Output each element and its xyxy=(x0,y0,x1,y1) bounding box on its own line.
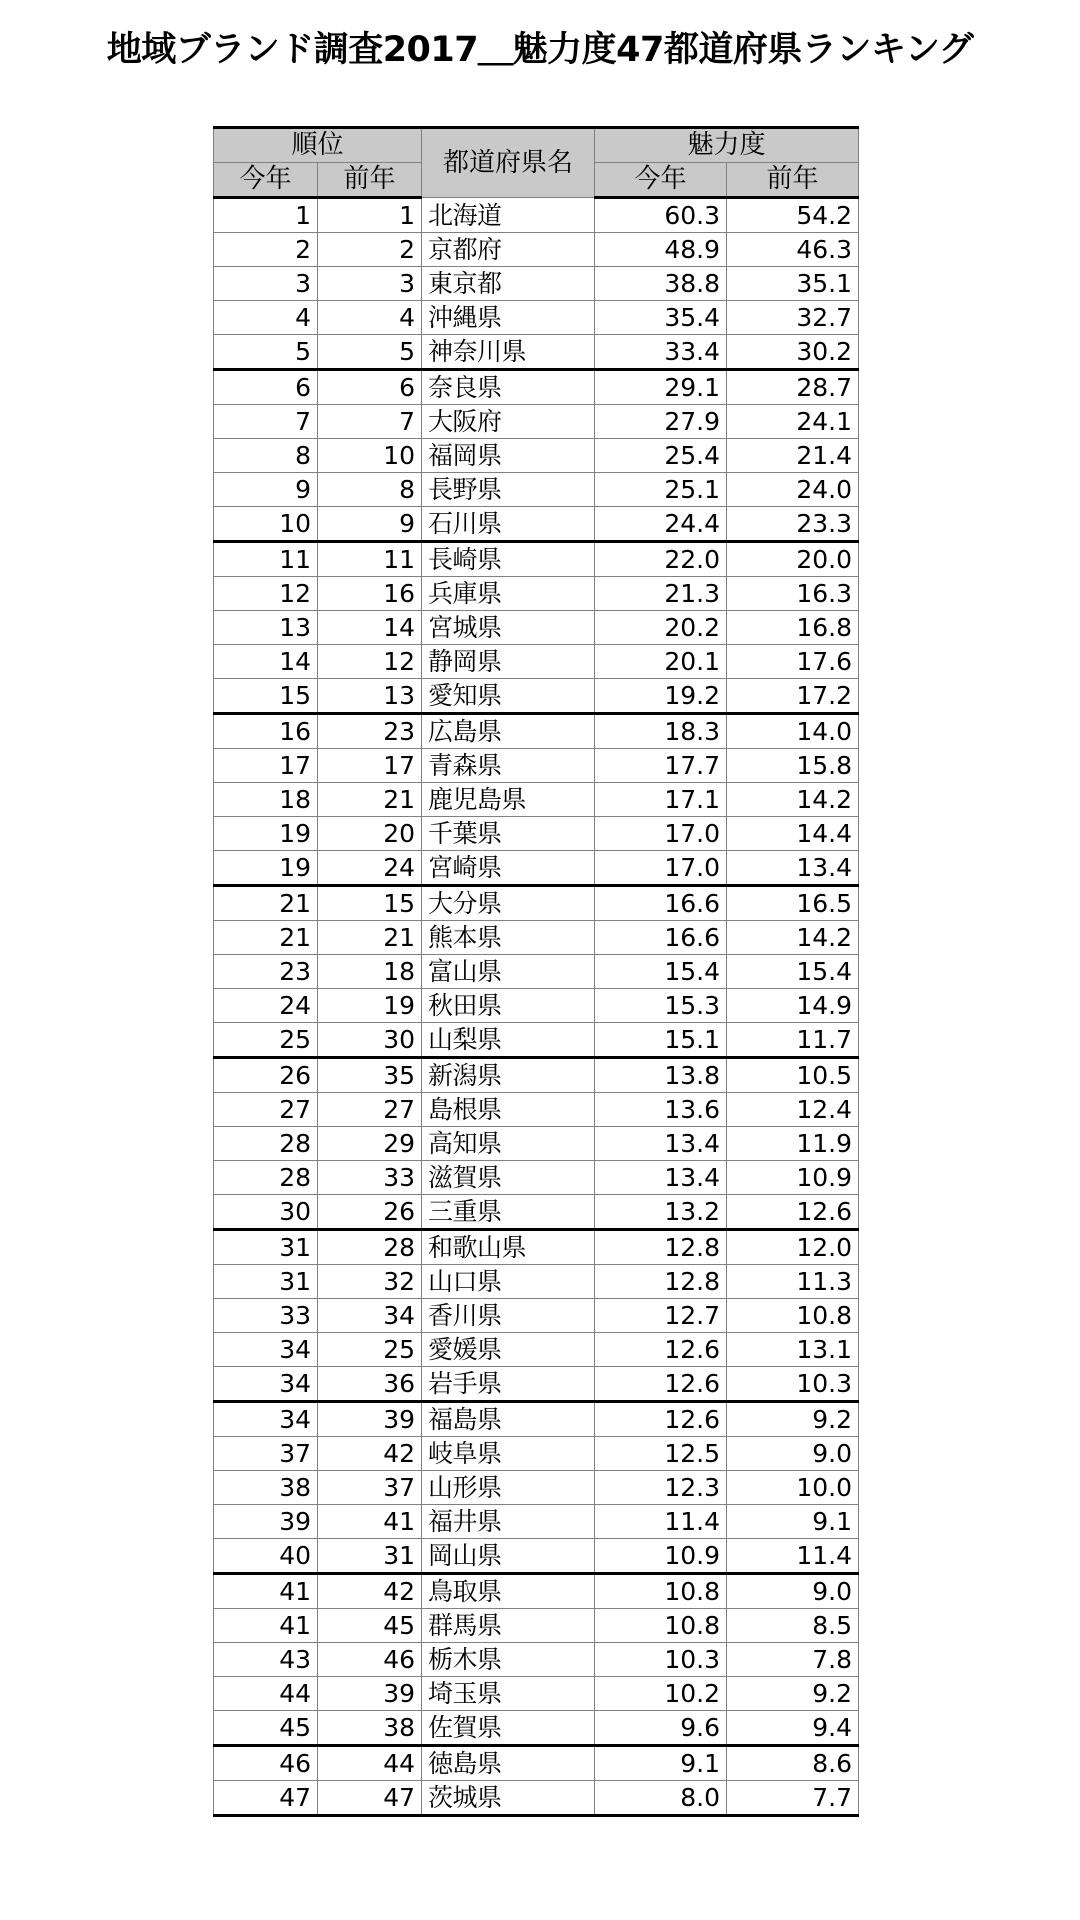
prefecture-ranking-table xyxy=(213,126,859,1817)
cell-score-prev: 9.4 xyxy=(727,1711,859,1746)
cell-prefecture: 埼玉県 xyxy=(422,1677,595,1711)
cell-score-now: 22.0 xyxy=(595,542,727,577)
cell-score-now: 12.8 xyxy=(595,1230,727,1265)
table-row xyxy=(214,198,859,233)
table-header xyxy=(214,128,859,198)
cell-score-prev: 12.6 xyxy=(727,1195,859,1230)
cell-rank-prev: 31 xyxy=(318,1539,422,1574)
cell-score-prev: 9.2 xyxy=(727,1677,859,1711)
cell-prefecture: 茨城県 xyxy=(422,1781,595,1816)
cell-prefecture: 兵庫県 xyxy=(422,577,595,611)
table-row xyxy=(214,1127,859,1161)
cell-rank-now: 8 xyxy=(214,439,318,473)
table-row xyxy=(214,1161,859,1195)
table-row xyxy=(214,1299,859,1333)
header-rank-prev: 前年 xyxy=(318,163,422,198)
table-row xyxy=(214,335,859,370)
cell-rank-prev: 7 xyxy=(318,405,422,439)
cell-score-now: 10.3 xyxy=(595,1643,727,1677)
cell-rank-now: 3 xyxy=(214,267,318,301)
cell-rank-prev: 35 xyxy=(318,1058,422,1093)
cell-score-now: 20.2 xyxy=(595,611,727,645)
cell-rank-prev: 38 xyxy=(318,1711,422,1746)
header-prefecture: 都道府県名 xyxy=(422,128,595,198)
cell-prefecture: 大分県 xyxy=(422,886,595,921)
cell-score-now: 25.1 xyxy=(595,473,727,507)
table-row xyxy=(214,1609,859,1643)
cell-score-now: 21.3 xyxy=(595,577,727,611)
cell-prefecture: 宮崎県 xyxy=(422,851,595,886)
cell-rank-now: 10 xyxy=(214,507,318,542)
cell-rank-prev: 3 xyxy=(318,267,422,301)
cell-prefecture: 青森県 xyxy=(422,749,595,783)
cell-rank-prev: 15 xyxy=(318,886,422,921)
cell-prefecture: 宮城県 xyxy=(422,611,595,645)
cell-rank-prev: 39 xyxy=(318,1677,422,1711)
header-score-prev: 前年 xyxy=(727,163,859,198)
cell-score-prev: 14.2 xyxy=(727,783,859,817)
cell-prefecture: 長崎県 xyxy=(422,542,595,577)
cell-score-prev: 8.5 xyxy=(727,1609,859,1643)
table-row xyxy=(214,749,859,783)
ranking-table-container xyxy=(213,126,858,1817)
cell-prefecture: 佐賀県 xyxy=(422,1711,595,1746)
cell-score-prev: 30.2 xyxy=(727,335,859,370)
cell-score-prev: 11.9 xyxy=(727,1127,859,1161)
cell-score-prev: 21.4 xyxy=(727,439,859,473)
cell-score-now: 17.0 xyxy=(595,851,727,886)
cell-score-now: 10.8 xyxy=(595,1609,727,1643)
cell-prefecture: 香川県 xyxy=(422,1299,595,1333)
table-row xyxy=(214,439,859,473)
header-rank-group: 順位 xyxy=(214,128,422,163)
cell-rank-prev: 29 xyxy=(318,1127,422,1161)
table-row xyxy=(214,1333,859,1367)
cell-prefecture: 岐阜県 xyxy=(422,1437,595,1471)
table-row xyxy=(214,955,859,989)
cell-prefecture: 北海道 xyxy=(422,198,595,233)
table-row xyxy=(214,1643,859,1677)
table-row xyxy=(214,542,859,577)
cell-score-prev: 7.7 xyxy=(727,1781,859,1816)
cell-prefecture: 広島県 xyxy=(422,714,595,749)
cell-rank-now: 34 xyxy=(214,1367,318,1402)
table-row xyxy=(214,611,859,645)
cell-rank-now: 9 xyxy=(214,473,318,507)
cell-rank-prev: 24 xyxy=(318,851,422,886)
cell-score-prev: 13.4 xyxy=(727,851,859,886)
cell-rank-now: 4 xyxy=(214,301,318,335)
cell-rank-prev: 16 xyxy=(318,577,422,611)
page-title: 地域ブランド調査2017＿魅力度47都道府県ランキング xyxy=(106,30,974,70)
table-row xyxy=(214,1574,859,1609)
header-score-group: 魅力度 xyxy=(595,128,859,163)
cell-rank-now: 34 xyxy=(214,1333,318,1367)
cell-rank-now: 28 xyxy=(214,1161,318,1195)
cell-score-now: 17.0 xyxy=(595,817,727,851)
cell-prefecture: 福島県 xyxy=(422,1402,595,1437)
cell-rank-prev: 8 xyxy=(318,473,422,507)
cell-prefecture: 長野県 xyxy=(422,473,595,507)
cell-score-now: 38.8 xyxy=(595,267,727,301)
cell-prefecture: 東京都 xyxy=(422,267,595,301)
cell-rank-now: 27 xyxy=(214,1093,318,1127)
cell-score-now: 12.6 xyxy=(595,1333,727,1367)
table-row xyxy=(214,507,859,542)
cell-score-now: 16.6 xyxy=(595,921,727,955)
cell-prefecture: 三重県 xyxy=(422,1195,595,1230)
cell-score-prev: 24.1 xyxy=(727,405,859,439)
cell-score-now: 12.6 xyxy=(595,1402,727,1437)
cell-rank-now: 2 xyxy=(214,233,318,267)
table-row xyxy=(214,989,859,1023)
cell-prefecture: 神奈川県 xyxy=(422,335,595,370)
cell-score-now: 33.4 xyxy=(595,335,727,370)
cell-prefecture: 岩手県 xyxy=(422,1367,595,1402)
cell-score-now: 8.0 xyxy=(595,1781,727,1816)
cell-score-now: 18.3 xyxy=(595,714,727,749)
cell-score-prev: 15.8 xyxy=(727,749,859,783)
table-row xyxy=(214,645,859,679)
cell-score-now: 9.6 xyxy=(595,1711,727,1746)
cell-rank-prev: 47 xyxy=(318,1781,422,1816)
cell-rank-prev: 27 xyxy=(318,1093,422,1127)
cell-score-prev: 9.2 xyxy=(727,1402,859,1437)
cell-score-prev: 8.6 xyxy=(727,1746,859,1781)
cell-rank-prev: 21 xyxy=(318,783,422,817)
cell-prefecture: 和歌山県 xyxy=(422,1230,595,1265)
cell-score-prev: 20.0 xyxy=(727,542,859,577)
cell-score-now: 9.1 xyxy=(595,1746,727,1781)
cell-score-prev: 9.1 xyxy=(727,1505,859,1539)
cell-rank-prev: 10 xyxy=(318,439,422,473)
cell-rank-now: 16 xyxy=(214,714,318,749)
table-row xyxy=(214,817,859,851)
cell-score-prev: 24.0 xyxy=(727,473,859,507)
cell-prefecture: 秋田県 xyxy=(422,989,595,1023)
table-row xyxy=(214,1230,859,1265)
cell-rank-prev: 42 xyxy=(318,1574,422,1609)
cell-score-now: 17.7 xyxy=(595,749,727,783)
cell-score-now: 17.1 xyxy=(595,783,727,817)
table-row xyxy=(214,679,859,714)
cell-score-now: 27.9 xyxy=(595,405,727,439)
cell-rank-now: 13 xyxy=(214,611,318,645)
cell-rank-now: 23 xyxy=(214,955,318,989)
cell-rank-prev: 36 xyxy=(318,1367,422,1402)
cell-prefecture: 静岡県 xyxy=(422,645,595,679)
table-row xyxy=(214,1367,859,1402)
cell-score-prev: 17.2 xyxy=(727,679,859,714)
table-body xyxy=(214,198,859,1816)
cell-rank-now: 19 xyxy=(214,817,318,851)
cell-rank-now: 18 xyxy=(214,783,318,817)
table-row xyxy=(214,1746,859,1781)
cell-score-prev: 10.8 xyxy=(727,1299,859,1333)
cell-score-prev: 12.0 xyxy=(727,1230,859,1265)
cell-rank-now: 21 xyxy=(214,921,318,955)
cell-score-now: 11.4 xyxy=(595,1505,727,1539)
cell-rank-prev: 18 xyxy=(318,955,422,989)
cell-score-prev: 9.0 xyxy=(727,1574,859,1609)
cell-score-prev: 32.7 xyxy=(727,301,859,335)
cell-score-now: 25.4 xyxy=(595,439,727,473)
cell-score-now: 16.6 xyxy=(595,886,727,921)
cell-score-now: 19.2 xyxy=(595,679,727,714)
cell-score-now: 60.3 xyxy=(595,198,727,233)
cell-prefecture: 滋賀県 xyxy=(422,1161,595,1195)
table-row xyxy=(214,921,859,955)
cell-rank-now: 47 xyxy=(214,1781,318,1816)
header-rank-now: 今年 xyxy=(214,163,318,198)
cell-score-prev: 11.4 xyxy=(727,1539,859,1574)
cell-score-now: 10.9 xyxy=(595,1539,727,1574)
cell-score-now: 13.8 xyxy=(595,1058,727,1093)
cell-rank-now: 24 xyxy=(214,989,318,1023)
cell-score-prev: 23.3 xyxy=(727,507,859,542)
table-row xyxy=(214,851,859,886)
cell-prefecture: 山形県 xyxy=(422,1471,595,1505)
cell-rank-now: 5 xyxy=(214,335,318,370)
cell-score-now: 10.2 xyxy=(595,1677,727,1711)
cell-score-now: 13.2 xyxy=(595,1195,727,1230)
cell-score-prev: 14.0 xyxy=(727,714,859,749)
cell-prefecture: 群馬県 xyxy=(422,1609,595,1643)
cell-score-now: 15.3 xyxy=(595,989,727,1023)
table-row xyxy=(214,577,859,611)
cell-rank-now: 25 xyxy=(214,1023,318,1058)
cell-prefecture: 山梨県 xyxy=(422,1023,595,1058)
cell-rank-now: 33 xyxy=(214,1299,318,1333)
cell-rank-prev: 34 xyxy=(318,1299,422,1333)
cell-rank-now: 19 xyxy=(214,851,318,886)
cell-prefecture: 大阪府 xyxy=(422,405,595,439)
cell-rank-prev: 41 xyxy=(318,1505,422,1539)
cell-prefecture: 栃木県 xyxy=(422,1643,595,1677)
cell-score-prev: 9.0 xyxy=(727,1437,859,1471)
cell-rank-now: 30 xyxy=(214,1195,318,1230)
table-row xyxy=(214,405,859,439)
cell-prefecture: 岡山県 xyxy=(422,1539,595,1574)
table-row xyxy=(214,1505,859,1539)
cell-score-prev: 54.2 xyxy=(727,198,859,233)
cell-score-now: 20.1 xyxy=(595,645,727,679)
cell-prefecture: 石川県 xyxy=(422,507,595,542)
cell-prefecture: 奈良県 xyxy=(422,370,595,405)
table-row xyxy=(214,1058,859,1093)
cell-score-now: 12.5 xyxy=(595,1437,727,1471)
cell-rank-prev: 20 xyxy=(318,817,422,851)
cell-prefecture: 福岡県 xyxy=(422,439,595,473)
cell-rank-now: 44 xyxy=(214,1677,318,1711)
cell-rank-prev: 46 xyxy=(318,1643,422,1677)
cell-rank-now: 41 xyxy=(214,1574,318,1609)
cell-rank-now: 40 xyxy=(214,1539,318,1574)
cell-prefecture: 京都府 xyxy=(422,233,595,267)
cell-score-prev: 10.5 xyxy=(727,1058,859,1093)
cell-rank-prev: 5 xyxy=(318,335,422,370)
cell-score-now: 15.1 xyxy=(595,1023,727,1058)
cell-prefecture: 山口県 xyxy=(422,1265,595,1299)
cell-rank-now: 17 xyxy=(214,749,318,783)
cell-rank-prev: 44 xyxy=(318,1746,422,1781)
cell-score-prev: 14.4 xyxy=(727,817,859,851)
cell-prefecture: 愛媛県 xyxy=(422,1333,595,1367)
cell-rank-now: 45 xyxy=(214,1711,318,1746)
cell-rank-prev: 9 xyxy=(318,507,422,542)
cell-prefecture: 高知県 xyxy=(422,1127,595,1161)
cell-rank-now: 28 xyxy=(214,1127,318,1161)
cell-score-now: 13.4 xyxy=(595,1161,727,1195)
table-row xyxy=(214,1402,859,1437)
cell-score-now: 35.4 xyxy=(595,301,727,335)
cell-rank-prev: 28 xyxy=(318,1230,422,1265)
cell-rank-now: 11 xyxy=(214,542,318,577)
cell-score-now: 29.1 xyxy=(595,370,727,405)
cell-score-now: 13.4 xyxy=(595,1127,727,1161)
table-row xyxy=(214,267,859,301)
cell-score-prev: 14.2 xyxy=(727,921,859,955)
cell-rank-now: 15 xyxy=(214,679,318,714)
cell-rank-prev: 1 xyxy=(318,198,422,233)
cell-rank-prev: 19 xyxy=(318,989,422,1023)
cell-rank-now: 21 xyxy=(214,886,318,921)
cell-score-prev: 11.3 xyxy=(727,1265,859,1299)
cell-rank-prev: 26 xyxy=(318,1195,422,1230)
table-row xyxy=(214,301,859,335)
cell-score-prev: 28.7 xyxy=(727,370,859,405)
cell-rank-now: 7 xyxy=(214,405,318,439)
cell-score-prev: 17.6 xyxy=(727,645,859,679)
cell-rank-now: 6 xyxy=(214,370,318,405)
table-row xyxy=(214,370,859,405)
cell-score-now: 12.7 xyxy=(595,1299,727,1333)
cell-rank-prev: 30 xyxy=(318,1023,422,1058)
cell-rank-now: 41 xyxy=(214,1609,318,1643)
cell-prefecture: 新潟県 xyxy=(422,1058,595,1093)
cell-prefecture: 沖縄県 xyxy=(422,301,595,335)
cell-rank-prev: 33 xyxy=(318,1161,422,1195)
cell-prefecture: 鹿児島県 xyxy=(422,783,595,817)
cell-score-prev: 16.3 xyxy=(727,577,859,611)
cell-prefecture: 島根県 xyxy=(422,1093,595,1127)
cell-score-prev: 13.1 xyxy=(727,1333,859,1367)
table-row xyxy=(214,1781,859,1816)
cell-score-prev: 35.1 xyxy=(727,267,859,301)
cell-rank-prev: 6 xyxy=(318,370,422,405)
cell-score-prev: 14.9 xyxy=(727,989,859,1023)
cell-prefecture: 熊本県 xyxy=(422,921,595,955)
cell-score-prev: 10.9 xyxy=(727,1161,859,1195)
cell-rank-prev: 17 xyxy=(318,749,422,783)
cell-score-prev: 11.7 xyxy=(727,1023,859,1058)
table-row xyxy=(214,1471,859,1505)
cell-rank-now: 12 xyxy=(214,577,318,611)
cell-rank-now: 39 xyxy=(214,1505,318,1539)
table-row xyxy=(214,1093,859,1127)
cell-rank-prev: 12 xyxy=(318,645,422,679)
cell-rank-now: 31 xyxy=(214,1230,318,1265)
table-row xyxy=(214,233,859,267)
cell-score-prev: 16.5 xyxy=(727,886,859,921)
cell-score-prev: 7.8 xyxy=(727,1643,859,1677)
table-row xyxy=(214,783,859,817)
table-row xyxy=(214,473,859,507)
header-row-group xyxy=(214,128,859,163)
cell-score-prev: 16.8 xyxy=(727,611,859,645)
cell-prefecture: 徳島県 xyxy=(422,1746,595,1781)
cell-rank-prev: 23 xyxy=(318,714,422,749)
cell-rank-prev: 42 xyxy=(318,1437,422,1471)
cell-rank-now: 43 xyxy=(214,1643,318,1677)
cell-score-prev: 46.3 xyxy=(727,233,859,267)
cell-rank-prev: 21 xyxy=(318,921,422,955)
cell-rank-prev: 14 xyxy=(318,611,422,645)
cell-rank-prev: 37 xyxy=(318,1471,422,1505)
cell-rank-now: 38 xyxy=(214,1471,318,1505)
cell-score-now: 15.4 xyxy=(595,955,727,989)
cell-score-prev: 12.4 xyxy=(727,1093,859,1127)
cell-rank-now: 37 xyxy=(214,1437,318,1471)
cell-prefecture: 福井県 xyxy=(422,1505,595,1539)
table-row xyxy=(214,1539,859,1574)
cell-rank-prev: 25 xyxy=(318,1333,422,1367)
cell-rank-prev: 13 xyxy=(318,679,422,714)
cell-prefecture: 富山県 xyxy=(422,955,595,989)
cell-prefecture: 鳥取県 xyxy=(422,1574,595,1609)
cell-rank-prev: 4 xyxy=(318,301,422,335)
table-row xyxy=(214,1195,859,1230)
cell-rank-prev: 2 xyxy=(318,233,422,267)
cell-prefecture: 千葉県 xyxy=(422,817,595,851)
cell-rank-now: 31 xyxy=(214,1265,318,1299)
cell-score-now: 12.8 xyxy=(595,1265,727,1299)
table-row xyxy=(214,714,859,749)
header-score-now: 今年 xyxy=(595,163,727,198)
cell-rank-prev: 45 xyxy=(318,1609,422,1643)
cell-score-now: 13.6 xyxy=(595,1093,727,1127)
cell-rank-now: 1 xyxy=(214,198,318,233)
cell-score-now: 10.8 xyxy=(595,1574,727,1609)
cell-rank-prev: 11 xyxy=(318,542,422,577)
cell-score-now: 24.4 xyxy=(595,507,727,542)
cell-score-prev: 10.0 xyxy=(727,1471,859,1505)
cell-rank-now: 34 xyxy=(214,1402,318,1437)
table-row xyxy=(214,1437,859,1471)
cell-rank-now: 46 xyxy=(214,1746,318,1781)
table-row xyxy=(214,1265,859,1299)
cell-rank-prev: 39 xyxy=(318,1402,422,1437)
table-row xyxy=(214,1677,859,1711)
cell-rank-prev: 32 xyxy=(318,1265,422,1299)
cell-score-prev: 15.4 xyxy=(727,955,859,989)
table-row xyxy=(214,1711,859,1746)
cell-score-now: 48.9 xyxy=(595,233,727,267)
cell-prefecture: 愛知県 xyxy=(422,679,595,714)
table-row xyxy=(214,886,859,921)
cell-rank-now: 26 xyxy=(214,1058,318,1093)
cell-rank-now: 14 xyxy=(214,645,318,679)
cell-score-prev: 10.3 xyxy=(727,1367,859,1402)
cell-score-now: 12.3 xyxy=(595,1471,727,1505)
table-row xyxy=(214,1023,859,1058)
cell-score-now: 12.6 xyxy=(595,1367,727,1402)
